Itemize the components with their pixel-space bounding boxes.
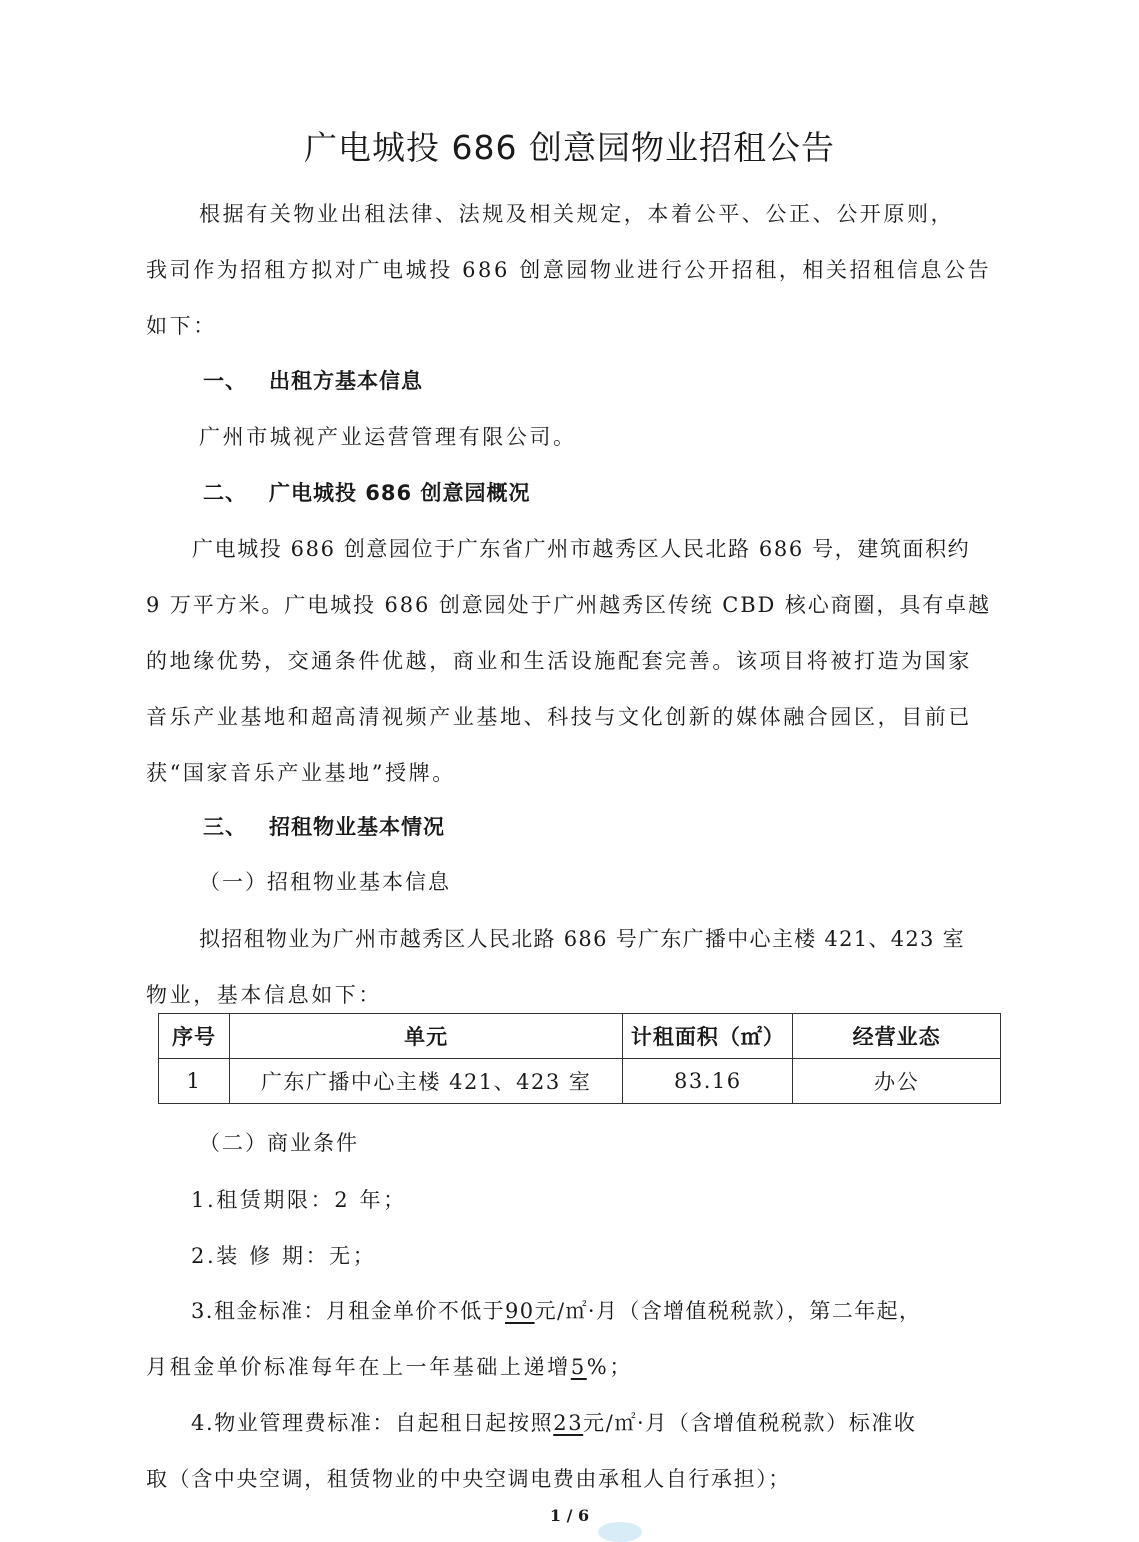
overview-line-4: 音乐产业基地和超高清视频产业基地、科技与文化创新的媒体融合园区，目前已 — [146, 705, 972, 729]
decorative-shape — [598, 1522, 642, 1542]
section-2-heading — [203, 478, 530, 508]
section-3-heading — [203, 812, 445, 842]
term-renovation-period: 2.装 修 期：无； — [191, 1244, 377, 1268]
overview-line-2: 9 万平方米。广电城投 686 创意园处于广州越秀区传统 CBD 核心商圈，具有卓越 — [146, 593, 991, 617]
subsection-2-title: 商业条件 — [267, 1131, 359, 1155]
rent-increase-value: 5 — [570, 1355, 587, 1379]
page-number: 1 / 6 — [549, 1506, 590, 1525]
header-area: 计租面积（㎡） — [623, 1014, 793, 1059]
subsection-1-title: 招租物业基本信息 — [267, 870, 451, 894]
header-serial: 序号 — [159, 1014, 230, 1059]
section-3-number: 三、 — [203, 815, 247, 839]
cell-serial: 1 — [159, 1059, 230, 1104]
term-rent-increase: 月租金单价标准每年在上一年基础上递增5%； — [146, 1355, 633, 1379]
rent-price-value: 90 — [505, 1299, 535, 1323]
property-line-2: 物业，基本信息如下： — [146, 983, 382, 1007]
section-1-number: 一、 — [203, 369, 247, 393]
property-line-1: 拟招租物业为广州市越秀区人民北路 686 号广东广播中心主楼 421、423 室 — [199, 927, 965, 951]
intro-line-1: 根据有关物业出租法律、法规及相关规定，本着公平、公正、公开原则， — [199, 202, 955, 226]
term-management-fee-note: 取（含中央空调，租赁物业的中央空调电费由承租人自行承担）； — [146, 1467, 791, 1491]
subsection-1-number: （一） — [199, 870, 268, 894]
section-1-heading — [203, 366, 423, 396]
overview-line-5: 获“国家音乐产业基地”授牌。 — [146, 761, 456, 785]
subsection-2-heading — [199, 1128, 359, 1158]
table-header-row — [159, 1014, 1001, 1059]
cell-area: 83.16 — [623, 1059, 793, 1104]
header-unit: 单元 — [229, 1014, 623, 1059]
page-title: 广电城投 686 创意园物业招租公告 — [304, 128, 835, 167]
section-2-title: 广电城投 686 创意园概况 — [269, 481, 531, 505]
section-2-number: 二、 — [203, 481, 247, 505]
term-management-fee: 4.物业管理费标准：自起租日起按照23元/㎡·月（含增值税税款）标准收 — [191, 1411, 917, 1435]
intro-line-2: 我司作为招租方拟对广电城投 686 创意园物业进行公开招租，相关招租信息公告 — [146, 258, 992, 282]
table-row — [159, 1059, 1001, 1104]
intro-line-3: 如下： — [146, 314, 217, 338]
property-table — [158, 1013, 1001, 1104]
header-business-type: 经营业态 — [793, 1014, 1001, 1059]
overview-line-1: 广电城投 686 创意园位于广东省广州市越秀区人民北路 686 号，建筑面积约 — [192, 537, 971, 561]
overview-line-3: 的地缘优势，交通条件优越，商业和生活设施配套完善。该项目将被打造为国家 — [146, 649, 972, 673]
cell-business-type: 办公 — [793, 1059, 1001, 1104]
term-rent-standard: 3.租金标准：月租金单价不低于90元/㎡·月（含增值税税款），第二年起， — [191, 1299, 922, 1323]
subsection-2-number: （二） — [199, 1131, 268, 1155]
cell-unit: 广东广播中心主楼 421、423 室 — [229, 1059, 623, 1104]
lessor-name: 广州市城视产业运营管理有限公司。 — [199, 425, 577, 449]
section-3-title: 招租物业基本情况 — [269, 815, 445, 839]
term-lease-period: 1.租赁期限：2 年； — [191, 1188, 407, 1212]
management-fee-value: 23 — [553, 1411, 584, 1435]
subsection-1-heading — [199, 867, 451, 897]
section-1-title: 出租方基本信息 — [269, 369, 423, 393]
